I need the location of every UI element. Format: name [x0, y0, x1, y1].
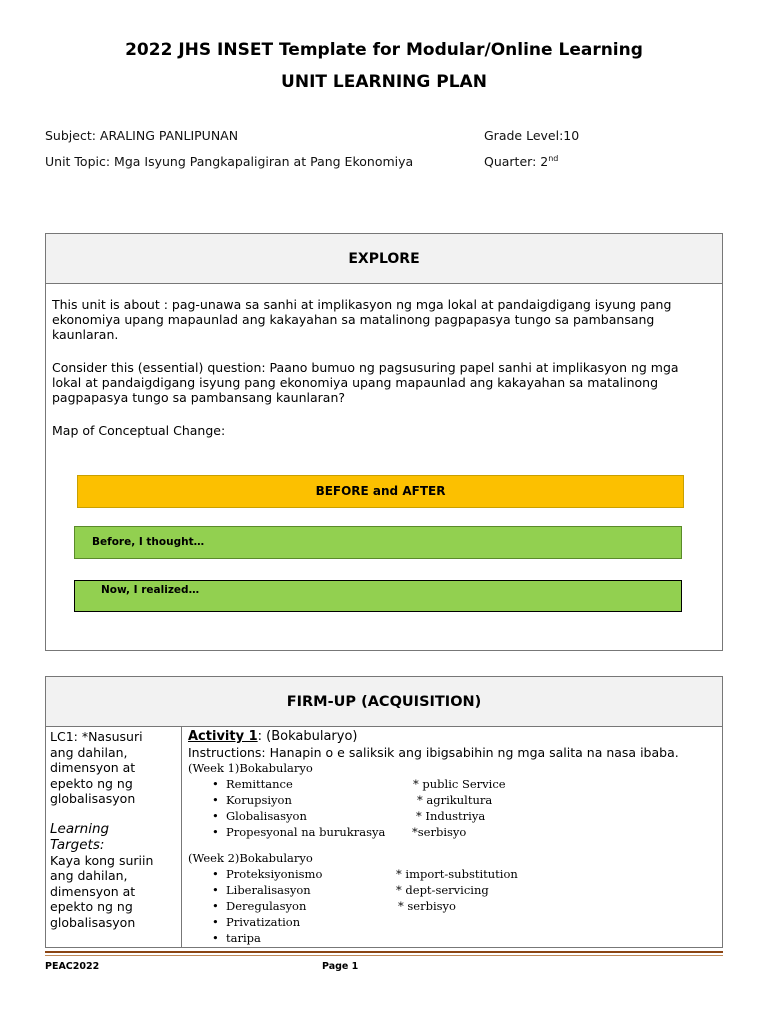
vocab-item: • Liberalisasyon * dept-servicing — [212, 883, 489, 897]
subject-label: Subject: ARALING PANLIPUNAN — [45, 128, 239, 143]
target-line: globalisasyon — [50, 914, 136, 930]
activity-instructions: Instructions: Hanapin o e saliksik ang ibigsabihin ng mga salita na nasa ibaba. — [188, 744, 679, 760]
quarter-suffix: nd — [548, 154, 559, 163]
lc-line: ang dahilan, — [50, 744, 128, 760]
explore-section — [45, 233, 723, 651]
before-after-bar: BEFORE and AFTER — [77, 475, 684, 508]
vocab-item: • Propesyonal na burukrasya *serbisyo — [212, 825, 467, 839]
activity-panel — [188, 729, 718, 946]
map-label: Map of Conceptual Change: — [52, 423, 226, 438]
page-number: Page 1 — [322, 961, 359, 972]
footer-rule — [45, 951, 723, 953]
lc-line: dimensyon at — [50, 760, 136, 775]
column-divider — [181, 727, 182, 948]
vocab-item: • Remittance * public Service — [212, 777, 506, 791]
target-line: dimensyon at — [50, 883, 136, 899]
week1-label: (Week 1)Bokabularyo — [188, 761, 313, 775]
now-bar: Now, I realized… — [74, 580, 682, 612]
quarter-label: Quarter: 2nd — [484, 154, 559, 170]
firmup-heading: FIRM-UP (ACQUISITION) — [46, 677, 722, 727]
lc-line: LC1: *Nasusuri — [50, 729, 143, 744]
explore-heading: EXPLORE — [46, 234, 722, 284]
lc-line: globalisasyon — [50, 791, 136, 806]
vocab-item: • taripa — [212, 931, 261, 945]
activity-label: Activity 1 — [188, 729, 258, 744]
activity-title — [188, 729, 718, 745]
learning-competency — [50, 729, 178, 930]
target-line: epekto ng ng — [50, 899, 133, 914]
vocab-item: • Proteksiyonismo * import-substitution — [212, 867, 518, 881]
lc-line: epekto ng ng — [50, 775, 133, 791]
footer-rule-thin — [45, 955, 723, 956]
document-title: 2022 JHS INSET Template for Modular/Online Learning — [125, 40, 643, 60]
explore-question: Consider this (essential) question: Paano bumuo ng pagsusuring papel sanhi at implikasyon ng mga lokal at pandaigdigang isyung pang ekonomiya upang mapaunlad ang kakayahan sa matalinong pagpapasya tungo sa pambansang kaunlaran? — [52, 360, 679, 405]
target-line: Kaya kong suriin — [50, 852, 154, 868]
vocab-item: • Globalisasyon * Industriya — [212, 809, 486, 823]
document-subtitle: UNIT LEARNING PLAN — [281, 72, 487, 92]
footer-left: PEAC2022 — [45, 961, 100, 972]
vocab-item: • Korupsiyon * agrikultura — [212, 793, 493, 807]
unit-topic-label: Unit Topic: Mga Isyung Pangkapaligiran at Pang Ekonomiya — [45, 154, 414, 169]
target-line: ang dahilan, — [50, 868, 128, 883]
before-bar: Before, I thought… — [74, 526, 682, 559]
grade-level-label: Grade Level:10 — [484, 128, 580, 143]
week2-label: (Week 2)Bokabularyo — [188, 851, 313, 865]
learning-targets-label: Learning Targets: — [50, 820, 110, 853]
vocab-item: • Deregulasyon * serbisyo — [212, 899, 456, 913]
activity-type: : (Bokabularyo) — [257, 729, 358, 744]
firmup-section — [45, 676, 723, 948]
vocab-item: • Privatization — [212, 915, 301, 929]
explore-about: This unit is about : pag-unawa sa sanhi at implikasyon ng mga lokal at pandaigdigang isyung pang ekonomiya upang mapaunlad ang kakayahan sa matalinong pagpapasya tungo sa pambansang kaunlaran. — [52, 297, 672, 342]
